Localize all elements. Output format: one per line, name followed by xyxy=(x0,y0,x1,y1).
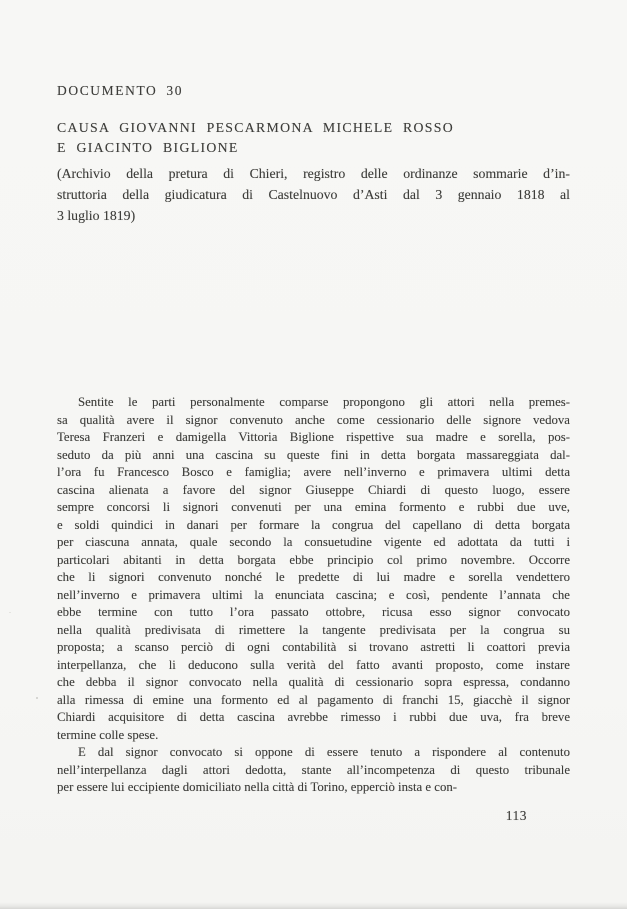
text-line: nell’inverno e primavera ultimi la enunciata cascina; e così, pendente l’annata che xyxy=(57,587,570,602)
text-line: Teresa Franzeri e damigella Vittoria Biglione rispettive sua madre e sorella, pos- xyxy=(57,430,570,444)
text-line: nell’interpellanza dagli attori dedotta, stante all’incompetenza di questo tribunale xyxy=(57,762,570,777)
text-line: termine colle spese. xyxy=(57,727,159,742)
text-line: ebbe termine con tutto l’ora passato ottobre, ricusa esso signor convocato xyxy=(57,605,570,619)
archive-source-note xyxy=(57,163,570,226)
text-line: proposta; a scanso perciò di ogni contabilità si trovano astretti li coattori previa xyxy=(57,640,570,654)
text-line: CAUSA GIOVANNI PESCARMONA MICHELE ROSSO xyxy=(57,120,455,135)
page-number: 113 xyxy=(505,808,527,823)
text-line: particolari abitanti in detta borgata ebbe principio col primo novembre. Occorre xyxy=(57,552,570,567)
text-line: nella qualità predivisata di rimettere la tangente predivisata per la congrua su xyxy=(57,622,570,637)
text-line: 3 luglio 1819) xyxy=(57,208,136,223)
body-paragraph xyxy=(57,394,570,744)
scan-speck xyxy=(36,697,38,699)
text-line: Sentite le parti personalmente comparse propongono gli attori nella premes- xyxy=(78,395,570,409)
text-line: per essere lui eccipiente domiciliato nella città di Torino, epperciò insta e con- xyxy=(57,780,458,794)
text-line: alla rimessa di emine una formento ed al pagamento di franchi 15, giacchè il signor xyxy=(57,692,570,707)
document-body xyxy=(57,394,570,797)
text-line: che li signori convenuto nonché le predette di lui madre e sorella vendettero xyxy=(57,570,570,584)
body-paragraph xyxy=(57,744,570,797)
text-line: interpellanza, che li deducono sulla verità del fatto avanti proposto, come instare xyxy=(57,657,570,672)
text-line: cascina alienata a favore del signor Giuseppe Chiardi di questo luogo, essere xyxy=(57,482,570,497)
text-line: e soldi quindici in danari per formare la congrua del capellano di detta borgata xyxy=(57,517,570,532)
document-number-heading: DOCUMENTO 30 xyxy=(57,83,184,98)
text-line: Chiardi acquisitore di detta cascina avrebbe rimesso i rubbi due uva, fra breve xyxy=(57,710,570,724)
text-line: struttoria della giudicatura di Castelnuovo d’Asti dal 3 gennaio 1818 al xyxy=(57,187,570,202)
text-line: che debba il signor convocato nella qualità di cessionario sopra espressa, condanno xyxy=(57,675,570,689)
scan-bottom-edge-shadow xyxy=(0,902,627,909)
text-line: sempre concorsi li signori convenuti per una emina formento e rubbi due uve, xyxy=(57,500,570,514)
scan-speck xyxy=(9,612,11,613)
text-line: (Archivio della pretura di Chieri, registro delle ordinanze sommarie d’in- xyxy=(57,166,570,181)
text-line: E GIACINTO BIGLIONE xyxy=(57,140,239,155)
text-line: seduto da più anni una cascina su queste fini in detta borgata massareggiata dal- xyxy=(57,447,570,462)
text-line: l’ora fu Francesco Bosco e famiglia; avere nell’inverno e primavera ultimi detta xyxy=(57,465,570,479)
case-title xyxy=(57,118,570,158)
text-line: per ciascuna annata, quale secondo la consuetudine vigente ed adottata da tutti i xyxy=(57,535,570,549)
text-line: sa qualità avere il signor convenuto anche come cessionario delle signore vedova xyxy=(57,412,570,427)
text-line: E dal signor convocato si oppone di essere tenuto a rispondere al contenuto xyxy=(78,745,570,759)
